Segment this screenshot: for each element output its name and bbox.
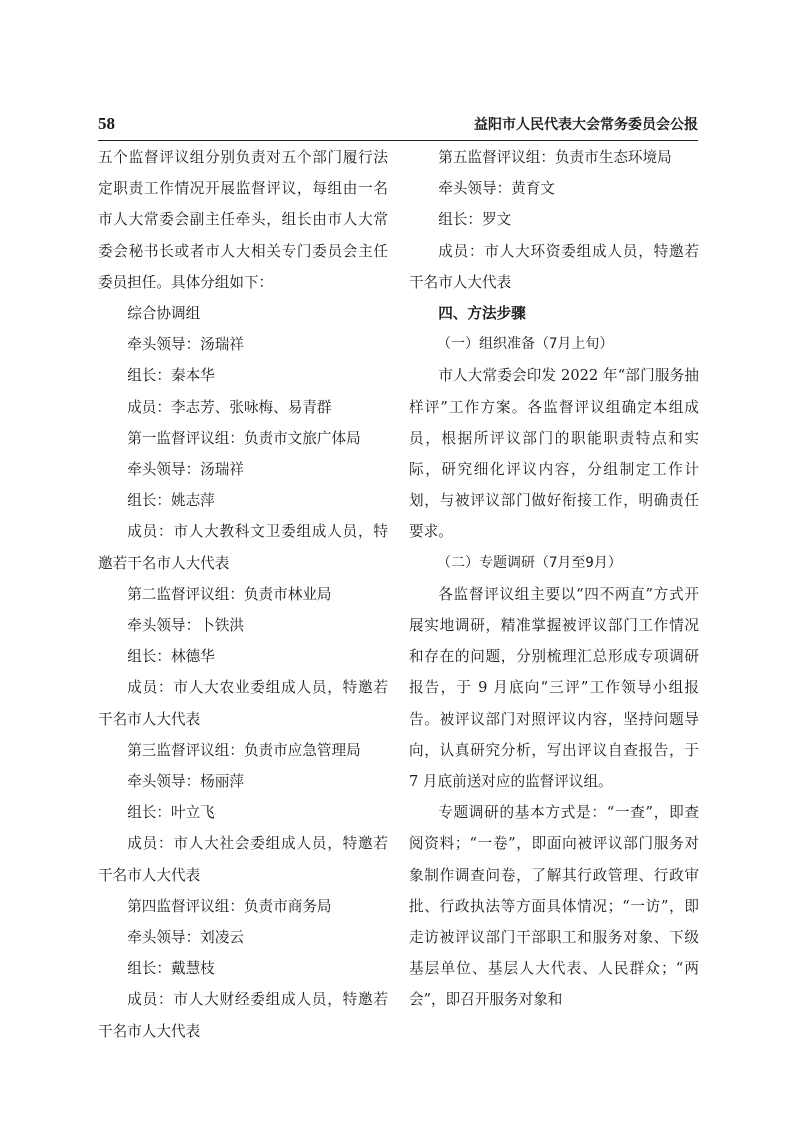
- publication-title: 益阳市人民代表大会常务委员会公报: [474, 117, 698, 133]
- paragraph: 牵头领导：汤瑞祥: [127, 461, 244, 479]
- paragraph: 牵头领导：刘凌云: [127, 929, 244, 947]
- paragraph: 成员：市人大社会委组成人员，特邀若干名市人大代表: [98, 835, 388, 884]
- paragraph: 成员：市人大农业委组成人员，特邀若干名市人大代表: [98, 679, 388, 728]
- right-column: [409, 142, 699, 1016]
- paragraph: 第三监督评议组：负责市应急管理局: [127, 741, 361, 759]
- paragraph: 组长：姚志萍: [127, 492, 215, 510]
- paragraph: 各监督评议组主要以“四不两直”方式开展实地调研，精准掌握被评议部门工作情况和存在的问题，分别梳理汇总形成专项调研报告，于 9 月底向“三评”工作领导小组报告。被评议部门对照评议内容，坚持问题导向，认真研究分析，写出评议自查报告，于 7 月底前送对应的监督评议组。: [409, 585, 699, 791]
- paragraph: 第四监督评议组：负责市商务局: [127, 897, 332, 915]
- paragraph: 第一监督评议组：负责市文旅广体局: [127, 429, 361, 447]
- paragraph: 专题调研的基本方式是：“一查”，即查阅资料；“一卷”，即面向被评议部门服务对象制作调查问卷，了解其行政管理、行政审批、行政执法等方面具体情况；“一访”，即走访被评议部门干部职工和服务对象、下级基层单位、基层人大代表、人民群众；“两会”，即召开服务对象和: [409, 804, 699, 1009]
- paragraph: 五个监督评议组分别负责对五个部门履行法定职责工作情况开展监督评议，每组由一名市人大常委会副主任牵头，组长由市人大常委会秘书长或者市人大相关专门委员会主任委员担任。具体分组如下：: [98, 149, 388, 291]
- paragraph: 成员：市人大财经委组成人员，特邀若干名市人大代表: [98, 991, 388, 1040]
- paragraph: 综合协调组: [127, 305, 201, 323]
- paragraph: 牵头领导：汤瑞祥: [127, 336, 244, 354]
- paragraph: 成员：市人大环资委组成人员，特邀若干名市人大代表: [409, 242, 699, 291]
- paragraph: 四、方法步骤: [438, 305, 526, 323]
- paragraph: （一）组织准备（7月上旬）: [437, 336, 614, 353]
- paragraph: 组长：秦本华: [127, 367, 215, 385]
- paragraph: 组长：林德华: [127, 648, 215, 666]
- paragraph: 第二监督评议组：负责市林业局: [127, 585, 332, 603]
- paragraph: 成员：李志芳、张咏梅、易青群: [127, 398, 332, 416]
- paragraph: 第五监督评议组：负责市生态环境局: [438, 149, 672, 166]
- left-column: [98, 142, 388, 1047]
- page-header: [98, 112, 698, 141]
- paragraph: 牵头领导：卜铁洪: [127, 617, 244, 635]
- paragraph: 牵头领导：黄育文: [438, 180, 555, 198]
- paragraph: 组长：叶立飞: [127, 804, 215, 822]
- paragraph: 市人大常委会印发 2022 年“部门服务抽样评”工作方案。各监督评议组确定本组成员，根据所评议部门的职能职责特点和实际，研究细化评议内容，分组制定工作计划，与被评议部门做好衔接工作，明确责任要求。: [409, 367, 699, 541]
- paragraph: （二）专题调研（7月至9月）: [437, 554, 622, 571]
- page-number: 58: [98, 114, 115, 133]
- paragraph: 牵头领导：杨丽萍: [127, 773, 244, 791]
- paragraph: 组长：罗文: [438, 211, 512, 229]
- paragraph: 组长：戴慧枝: [127, 960, 215, 978]
- paragraph: 成员：市人大教科文卫委组成人员，特邀若干名市人大代表: [98, 523, 388, 572]
